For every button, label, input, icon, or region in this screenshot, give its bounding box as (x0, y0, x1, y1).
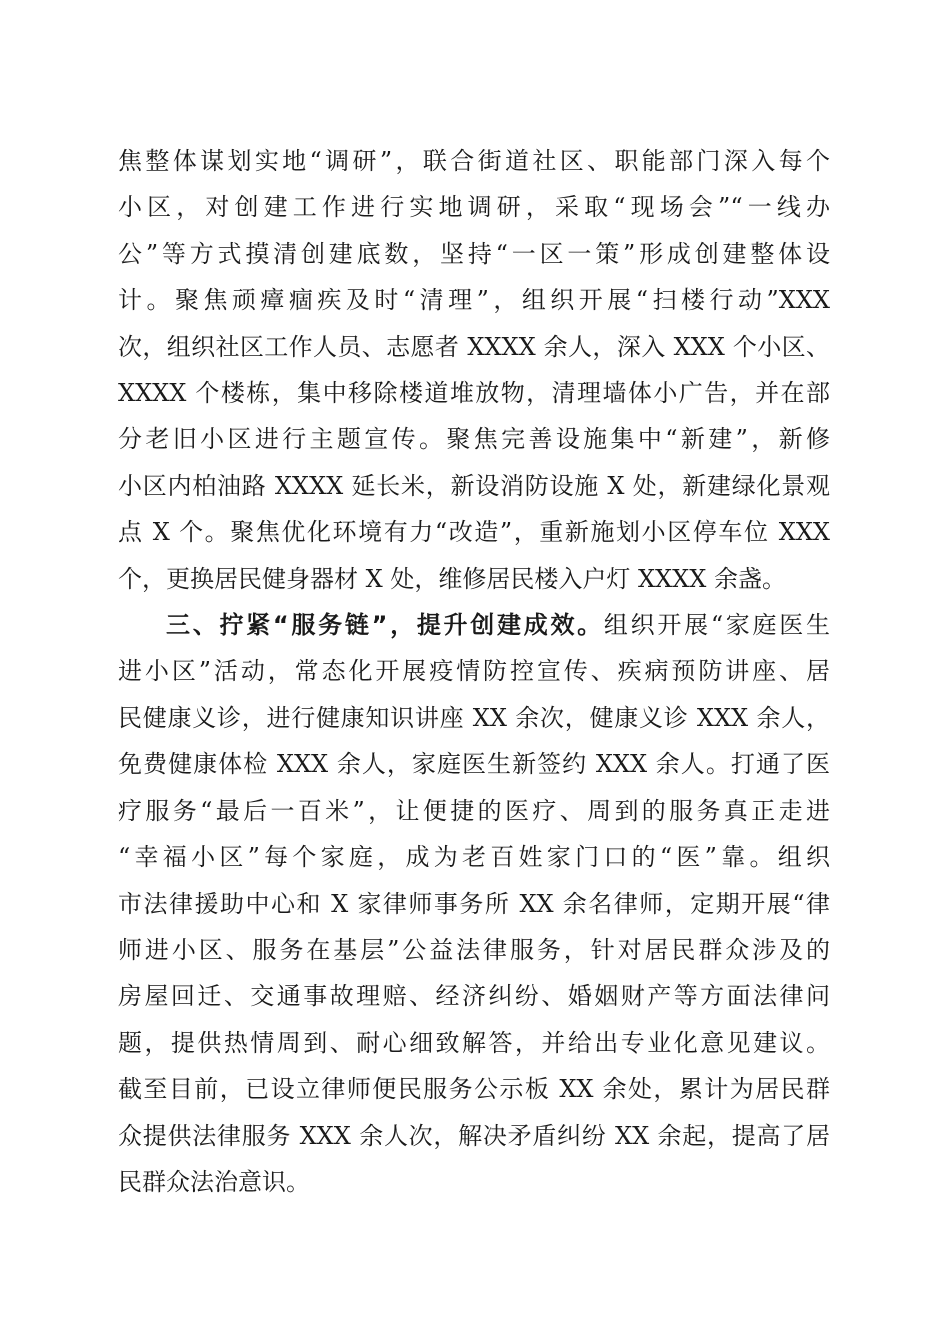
text-line: 焦整体谋划实地“调研”，联合街道社区、职能部门深入每个 (118, 147, 830, 175)
text-line: 题，提供热情周到、耐心细致解答，并给出专业化意见建议。 (118, 1028, 830, 1057)
text-line: 进小区”活动，常态化开展疫情防控宣传、疾病预防讲座、居 (118, 657, 830, 686)
text-line: 次，组织社区工作人员、志愿者 XXXX 余人，深入 XXX 个小区、 (118, 332, 830, 361)
text-line: 公”等方式摸清创建底数，坚持“一区一策”形成创建整体设 (118, 239, 830, 268)
text-line: 民健康义诊，进行健康知识讲座 XX 余次，健康义诊 XXX 余人， (118, 703, 830, 732)
section-heading-line (118, 602, 830, 648)
text-line: 计。聚焦顽瘴痼疾及时“清理”，组织开展“扫楼行动”XXX (118, 286, 830, 315)
section-heading: 三、拧紧“服务链”，提升创建成效。 (166, 611, 604, 640)
paragraph-creation-measures (118, 138, 830, 602)
text-run: 组织开展“家庭医生 (603, 611, 830, 640)
text-line: 市法律援助中心和 X 家律师事务所 XX 余名律师，定期开展“律 (118, 889, 830, 918)
text-line: 小区，对创建工作进行实地调研，采取“现场会”“一线办 (118, 193, 830, 222)
text-line: 小区内柏油路 XXXX 延长米，新设消防设施 X 处，新建绿化景观 (118, 471, 830, 500)
text-line: 房屋回迁、交通事故理赔、经济纠纷、婚姻财产等方面法律问 (118, 982, 830, 1011)
text-line: XXXX 个楼栋，集中移除楼道堆放物，清理墙体小广告，并在部 (118, 379, 830, 408)
text-line: 众提供法律服务 XXX 余人次，解决矛盾纠纷 XX 余起，提高了居 (118, 1121, 830, 1150)
text-line: 民群众法治意识。 (118, 1167, 310, 1196)
text-line: 截至目前，已设立律师便民服务公示板 XX 余处，累计为居民群 (118, 1075, 830, 1104)
text-line: 分老旧小区进行主题宣传。聚焦完善设施集中“新建”，新修 (118, 425, 830, 454)
text-line: 疗服务“最后一百米”，让便捷的医疗、周到的服务真正走进 (118, 796, 830, 825)
text-line: 点 X 个。聚焦优化环境有力“改造”，重新施划小区停车位 XXX (118, 518, 830, 547)
text-line: 师进小区、服务在基层”公益法律服务，针对居民群众涉及的 (118, 935, 830, 964)
document-body (118, 138, 830, 1205)
text-line: “幸福小区”每个家庭，成为老百姓家门口的“医”靠。组织 (118, 843, 830, 872)
paragraph-service-chain (118, 602, 830, 1205)
text-line: 免费健康体检 XXX 余人，家庭医生新签约 XXX 余人。打通了医 (118, 750, 830, 779)
text-line: 个，更换居民健身器材 X 处，维修居民楼入户灯 XXXX 余盏。 (118, 564, 786, 593)
